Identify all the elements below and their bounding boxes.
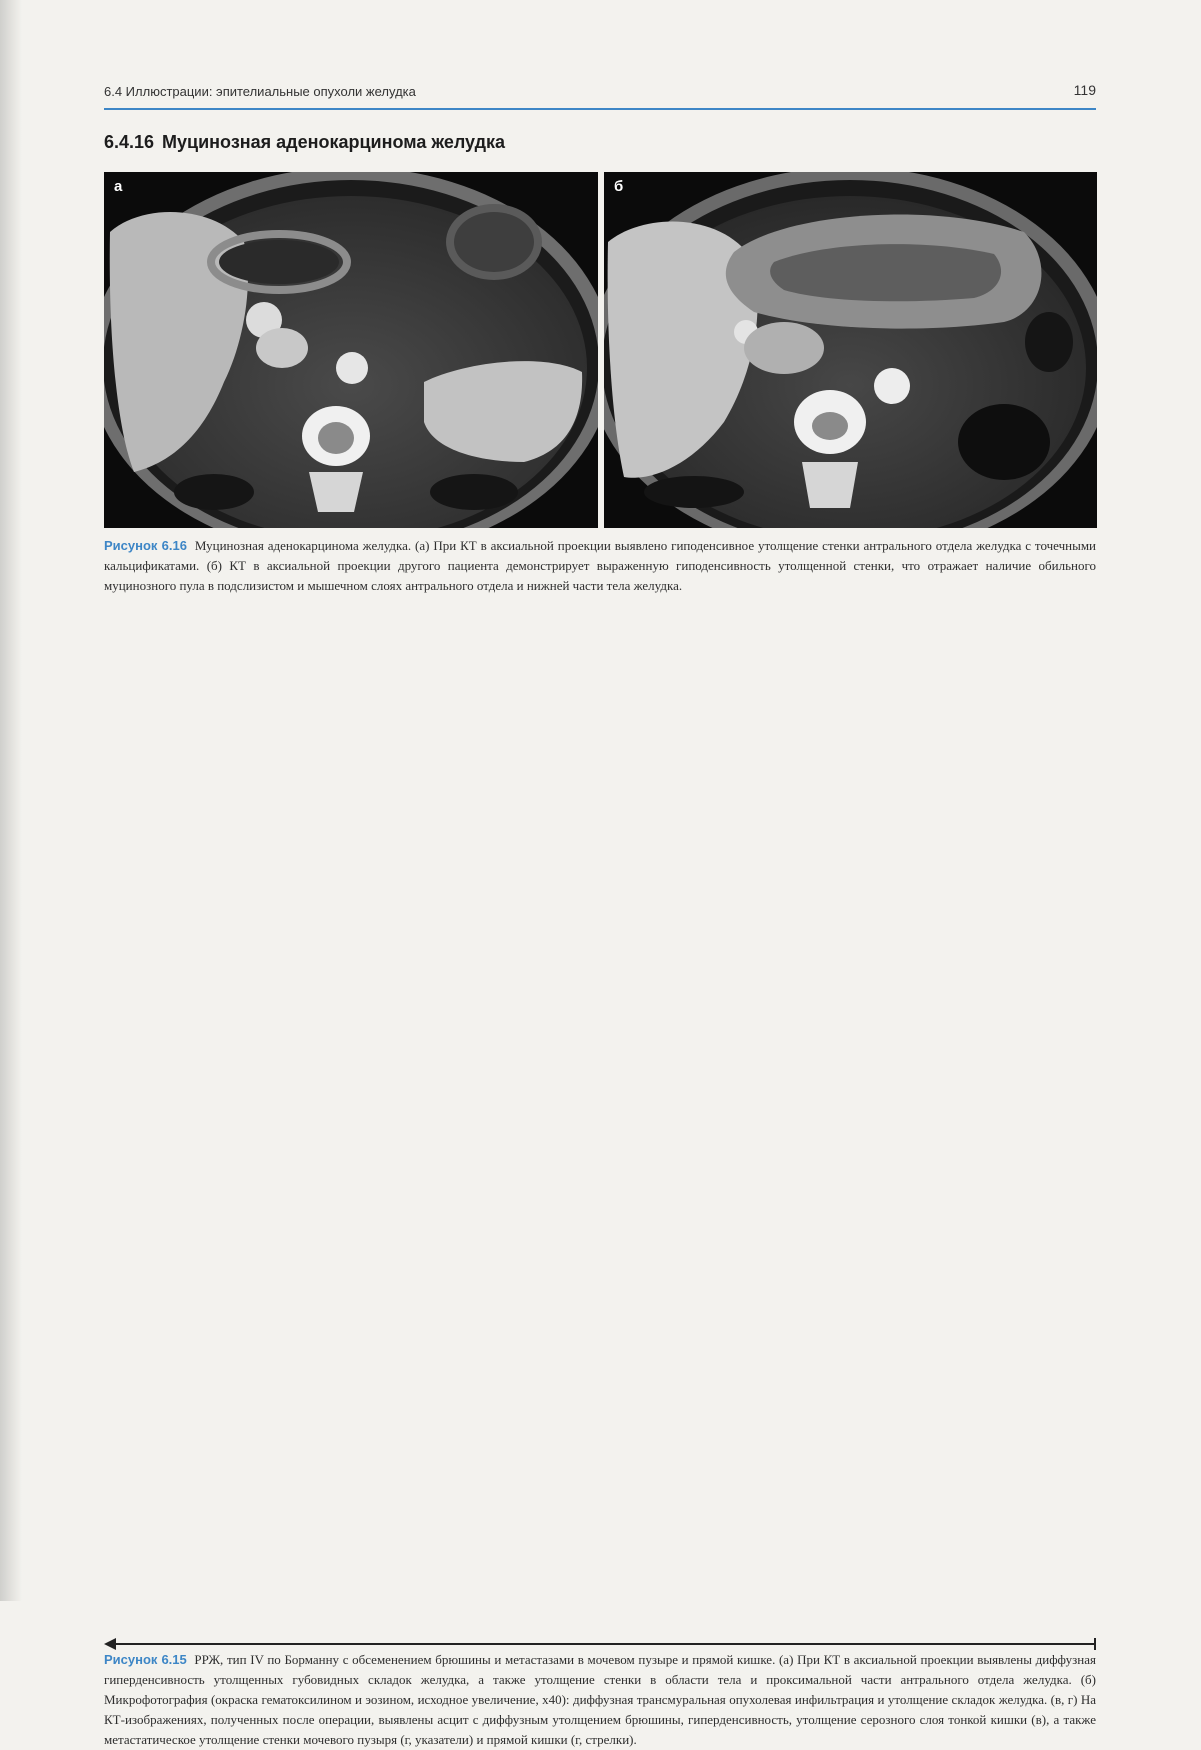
continuation-arrow-rule xyxy=(104,1638,1096,1650)
running-head xyxy=(104,82,1096,102)
book-spine-shadow xyxy=(0,0,22,1601)
figure-6-15-caption xyxy=(104,1650,1096,1750)
figure-6-15-label: Рисунок 6.15 xyxy=(104,1652,187,1667)
running-head-title: 6.4 Иллюстрации: эпителиальные опухоли желудка xyxy=(104,84,416,99)
bottom-rule-line xyxy=(112,1643,1094,1645)
section-title: Муцинозная аденокарцинома желудка xyxy=(162,132,506,152)
section-number: 6.4.16 xyxy=(104,132,155,152)
figure-6-16-label: Рисунок 6.16 xyxy=(104,538,187,553)
section-heading xyxy=(104,132,505,153)
ct-image-panel-b xyxy=(604,172,1097,528)
figure-6-15-caption-text: РРЖ, тип IV по Борманну с обсеменением брюшины и метастазами в мочевом пузыре и прямой кишке. (а) При КТ в аксиальной проекции выявлены диффузная гиперденсивность утолщенных губовидных складок желудка, а также утолщение стенки в области тела и проксимальной части антрального отдела желудка. (б) Микрофотография (окраска гематоксилином и эозином, исходное увеличение, х40): диффузная трансмуральная опухолевая инфильтрация и утолщение складок желудка. (в, г) На КТ-изображениях, полученных после операции, выявлены асцит с диффузным утолщением брюшины, гиперденсивность, утолщение серозного слоя тонкой кишки (в), а также метастатическое утолщение стенки мочевого пузыря (г, указатели) и прямой кишки (г, стрелки). xyxy=(104,1652,1096,1747)
figure-6-16-caption xyxy=(104,536,1096,596)
page-number: 119 xyxy=(1073,82,1096,98)
header-rule xyxy=(104,108,1096,110)
ct-scan-image-b xyxy=(604,172,1097,528)
rule-end-tick xyxy=(1094,1638,1096,1650)
figure-6-16-caption-text: Муцинозная аденокарцинома желудка. (а) При КТ в аксиальной проекции выявлено гиподенсивное утолщение стенки антрального отдела желудка с точечными кальцификатами. (б) КТ в аксиальной проекции другого пациента демонстрирует выраженную гиподенсивность утолщенной стенки, что отражает наличие обильного муцинозного пула в подслизистом и мышечном слоях антрального отдела и нижней части тела желудка. xyxy=(104,538,1096,593)
panel-label-a: а xyxy=(114,178,123,195)
ct-scan-image-a xyxy=(104,172,598,528)
ct-image-panel-a xyxy=(104,172,598,528)
panel-label-b: б xyxy=(614,178,624,195)
